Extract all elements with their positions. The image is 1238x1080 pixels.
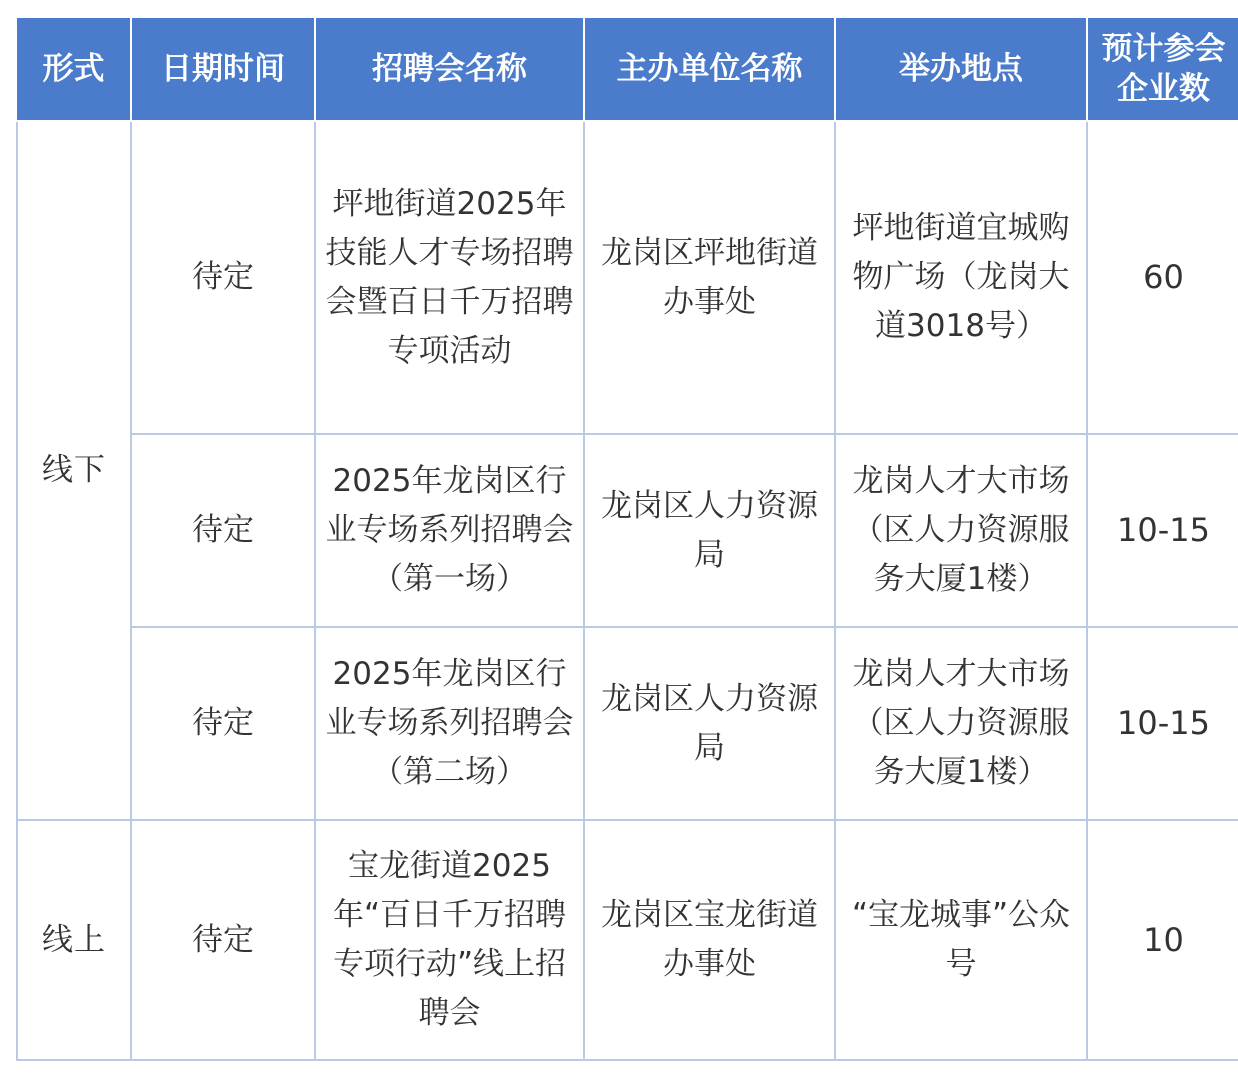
company-count-cell: 60 [1087, 121, 1238, 434]
header-company-count: 预计参会企业数 [1087, 18, 1238, 121]
table-row [17, 820, 1238, 1060]
organizer-cell: 龙岗区人力资源局 [584, 627, 835, 820]
header-type: 形式 [17, 18, 131, 121]
header-organizer: 主办单位名称 [584, 18, 835, 121]
organizer-cell: 龙岗区坪地街道办事处 [584, 121, 835, 434]
fair-name-cell: 坪地街道2025年技能人才专场招聘会暨百日千万招聘专项活动 [315, 121, 584, 434]
venue-cell: 坪地街道宜城购物广场（龙岗大道3018号） [835, 121, 1087, 434]
venue-cell: 龙岗人才大市场（区人力资源服务大厦1楼） [835, 627, 1087, 820]
fair-name-cell: 2025年龙岗区行业专场系列招聘会（第一场） [315, 434, 584, 627]
date-cell: 待定 [131, 121, 315, 434]
organizer-cell: 龙岗区人力资源局 [584, 434, 835, 627]
venue-cell: “宝龙城事”公众号 [835, 820, 1087, 1060]
header-venue: 举办地点 [835, 18, 1087, 121]
job-fair-table [16, 18, 1238, 1061]
venue-cell: 龙岗人才大市场（区人力资源服务大厦1楼） [835, 434, 1087, 627]
organizer-cell: 龙岗区宝龙街道办事处 [584, 820, 835, 1060]
company-count-cell: 10 [1087, 820, 1238, 1060]
company-count-cell: 10-15 [1087, 434, 1238, 627]
table-header-row [17, 18, 1238, 121]
date-cell: 待定 [131, 820, 315, 1060]
table-row [17, 121, 1238, 434]
header-date: 日期时间 [131, 18, 315, 121]
fair-name-cell: 2025年龙岗区行业专场系列招聘会（第二场） [315, 627, 584, 820]
fair-name-cell: 宝龙街道2025年“百日千万招聘专项行动”线上招聘会 [315, 820, 584, 1060]
date-cell: 待定 [131, 627, 315, 820]
table-row [17, 627, 1238, 820]
type-offline-cell: 线下 [17, 121, 131, 820]
type-online-cell: 线上 [17, 820, 131, 1060]
header-fair-name: 招聘会名称 [315, 18, 584, 121]
table-row [17, 434, 1238, 627]
date-cell: 待定 [131, 434, 315, 627]
company-count-cell: 10-15 [1087, 627, 1238, 820]
